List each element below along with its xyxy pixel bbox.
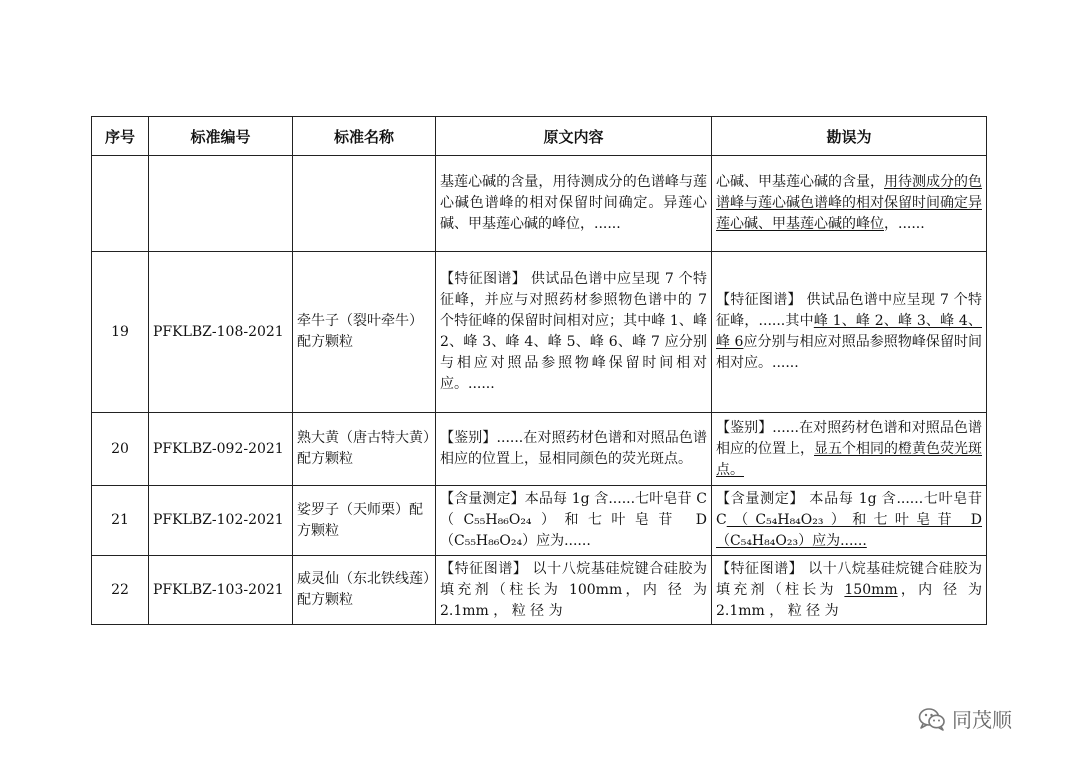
row-standard-code: PFKLBZ-108-2021 (149, 252, 293, 413)
correction-underlined-text: 150mm (844, 581, 898, 598)
correction-text: 心碱、甲基莲心碱的含量， (716, 174, 884, 190)
header-original-content: 原文内容 (436, 117, 712, 156)
row-standard-code: PFKLBZ-092-2021 (149, 413, 293, 486)
correction-underlined-text: 显五个相同的橙黄色荧光斑点。 (716, 440, 982, 478)
wechat-icon (918, 707, 946, 731)
correction-underlined-text: （C₅₄H₈₄O₂₃）和七叶皂苷 D（C₅₄H₈₄O₂₃）应为...... (716, 512, 982, 549)
row-standard-name: 娑罗子（天师栗）配方颗粒 (293, 486, 436, 556)
row-correction (712, 556, 987, 625)
row-standard-name: 威灵仙（东北铁线莲）配方颗粒 (293, 556, 436, 625)
correction-text: 【特征图谱】 以十八烷基硅烷键合硅胶为填充剂（柱长为 (716, 560, 982, 598)
correction-text: 【含量测定】 本品每 1g 含......七叶皂苷 C (716, 491, 982, 528)
row-index: 22 (92, 556, 149, 625)
row-standard-name (293, 156, 436, 252)
row-standard-name: 熟大黄（唐古特大黄）配方颗粒 (293, 413, 436, 486)
header-correction: 勘误为 (712, 117, 987, 156)
correction-tail-text: 应分别与相应对照品参照物峰保留时间相对应。...... (716, 334, 983, 371)
row-correction (712, 252, 987, 413)
row-index: 21 (92, 486, 149, 556)
row-correction (712, 486, 987, 556)
header-standard-code: 标准编号 (149, 117, 293, 156)
table-row (92, 556, 987, 625)
correction-underlined-text: 峰 1、峰 2、峰 3、峰 4、峰 6 (716, 313, 982, 350)
correction-text: 【鉴别】......在对照药材色谱和对照品色谱相应的位置上， (716, 419, 982, 457)
row-standard-name: 牵牛子（裂叶牵牛）配方颗粒 (293, 252, 436, 413)
wechat-watermark (918, 704, 1012, 733)
row-original-content: 【鉴别】......在对照药材色谱和对照品色谱相应的位置上，显相同颜色的荧光斑点。 (436, 413, 712, 486)
row-standard-code (149, 156, 293, 252)
watermark-text: 同茂顺 (952, 708, 1012, 732)
table-row (92, 486, 987, 556)
row-original-content: 【特征图谱】 以十八烷基硅烷键合硅胶为填充剂（柱长为 100mm，内 径 为 2.1mm ， 粒 径 为 (436, 556, 712, 625)
table-row (92, 252, 987, 413)
table-row (92, 156, 987, 252)
row-correction (712, 156, 987, 252)
correction-text: 【特征图谱】 供试品色谱中应呈现 7 个特征峰，......其中 (716, 292, 982, 329)
row-index: 20 (92, 413, 149, 486)
header-index: 序号 (92, 117, 149, 156)
row-original-content: 基莲心碱的含量，用待测成分的色谱峰与莲心碱色谱峰的相对保留时间确定。异莲心碱、甲基莲心碱的峰位，...... (436, 156, 712, 252)
row-standard-code: PFKLBZ-103-2021 (149, 556, 293, 625)
row-standard-code: PFKLBZ-102-2021 (149, 486, 293, 556)
correction-tail-text: ，...... (884, 216, 925, 232)
row-index: 19 (92, 252, 149, 413)
row-original-content: 【含量测定】本品每 1g 含......七叶皂苷 C（C₅₅H₈₆O₂₄）和七叶皂苷 D（C₅₅H₈₆O₂₄）应为...... (436, 486, 712, 556)
header-standard-name: 标准名称 (293, 117, 436, 156)
row-original-content: 【特征图谱】 供试品色谱中应呈现 7 个特征峰，并应与对照药材参照物色谱中的 7 个特征峰的保留时间相对应；其中峰 1、峰 2、峰 3、峰 4、峰 5、峰 6、峰 7 应分别与相应对照品参照物峰保留时间相对应。...... (436, 252, 712, 413)
correction-tail-text: ，内 径 为 2.1mm ， 粒 径 为 (716, 581, 982, 619)
table-header-row (92, 117, 987, 156)
row-correction (712, 413, 987, 486)
table-row (92, 413, 987, 486)
row-index (92, 156, 149, 252)
correction-underlined-text: 用待测成分的色谱峰与莲心碱色谱峰的相对保留时间确定异莲心碱、甲基莲心碱的峰位 (716, 174, 982, 232)
errata-table (91, 116, 987, 625)
